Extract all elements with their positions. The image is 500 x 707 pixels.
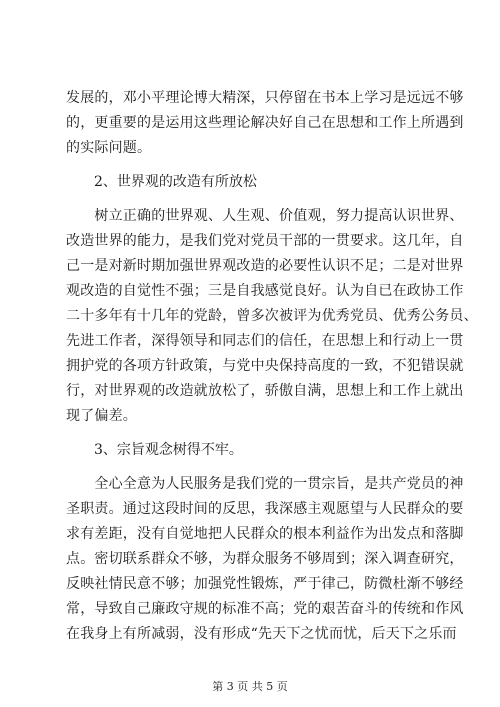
text-line: 拥护党的各项方针政策，与党中央保持高度的一致，不犯错误就 xyxy=(66,358,464,374)
paragraph-2 xyxy=(66,204,478,429)
text-line: 己一是对新时期加强世界观改造的必要性认识不足；二是对世界 xyxy=(66,258,464,274)
text-line: 常，导致自己廉政守规的标准不高；党的艰苦奋斗的传统和作风 xyxy=(66,601,464,617)
text-line: 改造世界的能力，是我们党对党员干部的一贯要求。这几年，自 xyxy=(66,233,464,249)
text-line: 圣职责。通过这段时间的反思，我深感主观愿望与人民群众的要 xyxy=(66,501,464,517)
section-heading-3: 3、宗旨观念树得不牢。 xyxy=(94,442,243,458)
paragraph-3 xyxy=(66,472,464,647)
text-line: 观改造的自觉性不强；三是自我感觉良好。认为自已在政协工作 xyxy=(66,283,464,299)
document-body xyxy=(66,86,478,647)
page-number-footer: 第 3 页 共 5 页 xyxy=(212,680,288,693)
text-line: 反映社情民意不够；加强党性锻炼，严于律己，防微杜渐不够经 xyxy=(66,576,464,592)
text-line: 二十多年有十几年的党龄，曾多次被评为优秀党员、优秀公务员、 xyxy=(66,308,478,324)
text-line: 先进工作者，深得领导和同志们的信任，在思想上和行动上一贯 xyxy=(66,333,464,349)
text-line: 树立正确的世界观、人生观、价值观，努力提高认识世界、 xyxy=(66,208,464,224)
paragraph-1 xyxy=(66,86,464,161)
text-line: 在我身上有所减弱，没有形成“先天下之忧而忧，后天下之乐而 xyxy=(66,626,457,642)
text-line: 的，更重要的是运用这些理论解决好自己在思想和工作上所遇到 xyxy=(66,115,464,131)
text-line: 点。密切联系群众不够，为群众服务不够周到；深入调查研究， xyxy=(66,551,464,567)
text-line: 行，对世界观的改造就放松了，骄傲自满，思想上和工作上就出 xyxy=(66,383,464,399)
text-line: 现了偏差。 xyxy=(66,408,137,424)
text-line: 求有差距，没有自觉地把人民群众的根本利益作为出发点和落脚 xyxy=(66,526,464,542)
text-line: 发展的，邓小平理论博大精深，只停留在书本上学习是远远不够 xyxy=(66,90,464,106)
section-heading-2: 2、世界观的改造有所放松 xyxy=(94,174,257,190)
text-line: 的实际问题。 xyxy=(66,140,152,156)
text-line: 全心全意为人民服务是我们党的一贯宗旨，是共产党员的神 xyxy=(66,476,464,492)
